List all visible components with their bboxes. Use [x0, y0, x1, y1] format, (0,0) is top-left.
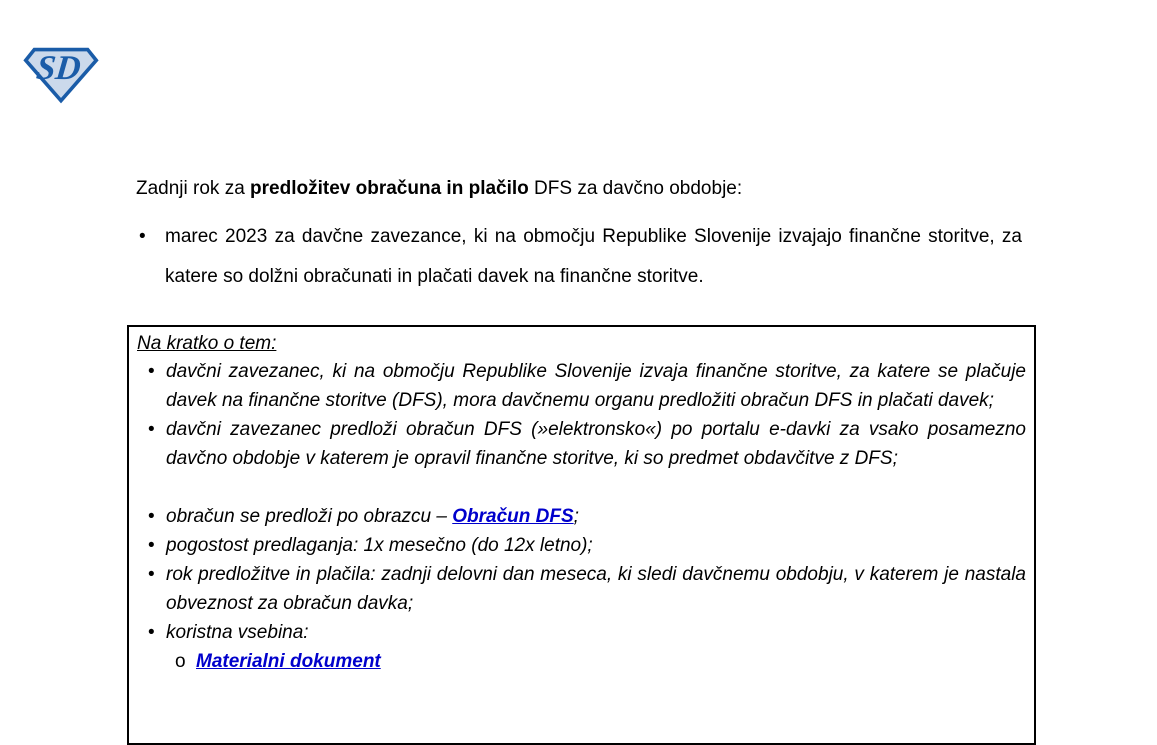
- sd-shield-icon: [25, 45, 97, 103]
- intro-text-post: DFS za davčno obdobje:: [528, 178, 743, 199]
- intro-paragraph: [136, 176, 1022, 202]
- sd-logo-icon: [25, 45, 97, 103]
- summary-item-frequency: • pogostost predlaganja: 1x mesečno (do 12x letno);: [137, 531, 1026, 560]
- summary-box-heading: Na kratko o tem:: [137, 333, 277, 354]
- form-text-post: ;: [573, 506, 579, 527]
- summary-item-form: [137, 502, 1026, 531]
- logo-letters: SD: [34, 49, 83, 88]
- document-body: [0, 0, 1022, 297]
- summary-item-taxpayer: • davčni zavezanec, ki na območju Republike Slovenije izvaja finančne storitve, za katere se plačuje davek na finančne storitve (DFS), mora davčnemu organu predložiti obračun DFS in plačati davek;: [137, 357, 1026, 415]
- deadline-list: [136, 217, 1022, 297]
- summary-box: [127, 325, 1036, 745]
- summary-list: [137, 357, 1026, 676]
- intro-text-bold: predložitev obračuna in plačilo: [250, 178, 529, 199]
- obracun-dfs-link[interactable]: Obračun DFS: [452, 506, 574, 527]
- summary-subitem-material-document: [137, 647, 1026, 676]
- summary-item-edavki: • davčni zavezanec predloži obračun DFS (»elektronsko«) po portalu e-davki za vsako posamezno davčno obdobje v katerem je opravil finančne storitve, ki so predmet obdavčitve z DFS;: [137, 415, 1026, 473]
- materialni-dokument-link[interactable]: Materialni dokument: [196, 651, 381, 672]
- deadline-list-item: • marec 2023 za davčne zavezance, ki na območju Republike Slovenije izvajajo finančne storitve, za katere so dolžni obračunati in plačati davek na finančne storitve.: [136, 217, 1022, 297]
- form-text-pre: obračun se predloži po obrazcu –: [166, 506, 453, 527]
- summary-item-useful-content: • koristna vsebina:: [137, 618, 1026, 647]
- summary-item-deadline: • rok predložitve in plačila: zadnji delovni dan meseca, ki sledi davčnemu obdobju, v katerem je nastala obveznost za obračun davka;: [137, 560, 1026, 618]
- intro-text-pre: Zadnji rok za: [136, 178, 251, 199]
